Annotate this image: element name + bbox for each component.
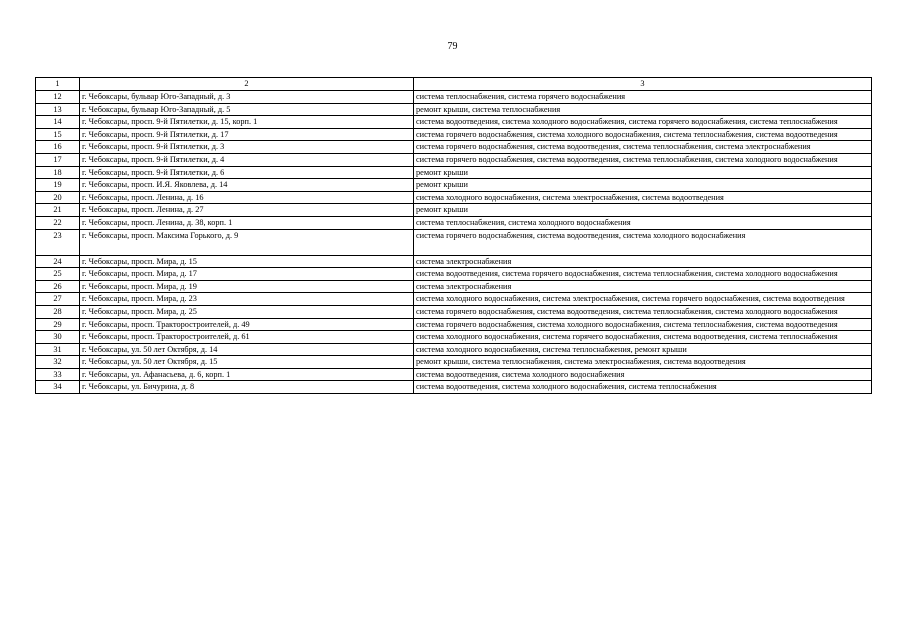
- row-number: 13: [36, 103, 80, 116]
- row-address: г. Чебоксары, просп. 9-й Пятилетки, д. 15, корп. 1: [80, 116, 414, 129]
- row-works: ремонт крыши, система теплоснабжения: [414, 103, 872, 116]
- row-number: 22: [36, 216, 80, 229]
- row-address: г. Чебоксары, просп. Ленина, д. 38, корп. 1: [80, 216, 414, 229]
- table-row: [36, 103, 872, 116]
- row-number: 18: [36, 166, 80, 179]
- table-row: [36, 191, 872, 204]
- table-row: [36, 280, 872, 293]
- row-number: 21: [36, 204, 80, 217]
- table-row: [36, 216, 872, 229]
- row-number: 25: [36, 268, 80, 281]
- row-number: 14: [36, 116, 80, 129]
- table-row: [36, 116, 872, 129]
- row-works: система горячего водоснабжения, система водоотведения, система теплоснабжения, система холодного водоснабжения: [414, 153, 872, 166]
- table-row: [36, 331, 872, 344]
- row-address: г. Чебоксары, просп. Ленина, д. 16: [80, 191, 414, 204]
- table-row: [36, 293, 872, 306]
- table-row: [36, 204, 872, 217]
- row-works: система горячего водоснабжения, система водоотведения, система теплоснабжения, система холодного водоснабжения: [414, 305, 872, 318]
- row-works: система горячего водоснабжения, система холодного водоснабжения, система теплоснабжения, система водоотведения: [414, 128, 872, 141]
- row-address: г. Чебоксары, просп. Ленина, д. 27: [80, 204, 414, 217]
- row-address: г. Чебоксары, ул. 50 лет Октября, д. 15: [80, 356, 414, 369]
- row-works: ремонт крыши: [414, 179, 872, 192]
- page-number: 79: [447, 41, 458, 52]
- row-address: г. Чебоксары, просп. Мира, д. 25: [80, 305, 414, 318]
- row-works: система холодного водоснабжения, система электроснабжения, система водоотведения: [414, 191, 872, 204]
- table-row: [36, 179, 872, 192]
- table-row: [36, 318, 872, 331]
- row-number: 12: [36, 91, 80, 104]
- row-works: система горячего водоснабжения, система водоотведения, система теплоснабжения, система электроснабжения: [414, 141, 872, 154]
- row-works: система электроснабжения: [414, 255, 872, 268]
- row-works: ремонт крыши, система теплоснабжения, система электроснабжения, система водоотведения: [414, 356, 872, 369]
- row-works: система теплоснабжения, система горячего водоснабжения: [414, 91, 872, 104]
- row-number: 16: [36, 141, 80, 154]
- row-address: г. Чебоксары, просп. Мира, д. 17: [80, 268, 414, 281]
- row-works: система горячего водоснабжения, система водоотведения, система холодного водоснабжения: [414, 229, 872, 255]
- header-col-3: 3: [414, 78, 872, 91]
- table-row: [36, 255, 872, 268]
- row-works: система холодного водоснабжения, система теплоснабжения, ремонт крыши: [414, 343, 872, 356]
- row-works: система холодного водоснабжения, система электроснабжения, система горячего водоснабжения, система водоотведения: [414, 293, 872, 306]
- row-number: 26: [36, 280, 80, 293]
- row-address: г. Чебоксары, просп. Мира, д. 23: [80, 293, 414, 306]
- row-address: г. Чебоксары, ул. Афанасьева, д. 6, корп. 1: [80, 368, 414, 381]
- table-row: [36, 229, 872, 255]
- table-row: [36, 91, 872, 104]
- table-row: [36, 128, 872, 141]
- row-number: 34: [36, 381, 80, 394]
- table-row: [36, 381, 872, 394]
- row-works: система горячего водоснабжения, система холодного водоснабжения, система теплоснабжения, система водоотведения: [414, 318, 872, 331]
- row-works: система электроснабжения: [414, 280, 872, 293]
- row-works: система водоотведения, система холодного водоснабжения, система теплоснабжения: [414, 381, 872, 394]
- table-row: [36, 141, 872, 154]
- table-row: [36, 166, 872, 179]
- row-address: г. Чебоксары, ул. 50 лет Октября, д. 14: [80, 343, 414, 356]
- table-row: [36, 153, 872, 166]
- row-address: г. Чебоксары, просп. Максима Горького, д. 9: [80, 229, 414, 255]
- row-number: 27: [36, 293, 80, 306]
- table-body: [36, 78, 872, 394]
- row-number: 23: [36, 229, 80, 255]
- row-works: ремонт крыши: [414, 166, 872, 179]
- row-address: г. Чебоксары, просп. 9-й Пятилетки, д. 6: [80, 166, 414, 179]
- table-row: [36, 305, 872, 318]
- row-number: 15: [36, 128, 80, 141]
- table-row: [36, 343, 872, 356]
- row-number: 19: [36, 179, 80, 192]
- header-col-2: 2: [80, 78, 414, 91]
- table-row: [36, 356, 872, 369]
- row-number: 29: [36, 318, 80, 331]
- row-works: система водоотведения, система холодного водоснабжения, система горячего водоснабжения, система теплоснабжения: [414, 116, 872, 129]
- row-number: 24: [36, 255, 80, 268]
- row-address: г. Чебоксары, просп. Тракторостроителей, д. 49: [80, 318, 414, 331]
- table-row: [36, 368, 872, 381]
- row-address: г. Чебоксары, бульвар Юго-Западный, д. 5: [80, 103, 414, 116]
- houses-table: [35, 77, 872, 394]
- row-address: г. Чебоксары, просп. 9-й Пятилетки, д. 3: [80, 141, 414, 154]
- row-number: 17: [36, 153, 80, 166]
- row-address: г. Чебоксары, просп. 9-й Пятилетки, д. 17: [80, 128, 414, 141]
- row-works: система холодного водоснабжения, система горячего водоснабжения, система водоотведения, система теплоснабжения: [414, 331, 872, 344]
- row-number: 20: [36, 191, 80, 204]
- table-header-row: [36, 78, 872, 91]
- header-col-1: 1: [36, 78, 80, 91]
- row-address: г. Чебоксары, просп. И.Я. Яковлева, д. 14: [80, 179, 414, 192]
- row-number: 28: [36, 305, 80, 318]
- row-address: г. Чебоксары, просп. Мира, д. 19: [80, 280, 414, 293]
- table-row: [36, 268, 872, 281]
- row-works: система теплоснабжения, система холодного водоснабжения: [414, 216, 872, 229]
- row-address: г. Чебоксары, просп. Мира, д. 15: [80, 255, 414, 268]
- row-works: система водоотведения, система горячего водоснабжения, система теплоснабжения, система холодного водоснабжения: [414, 268, 872, 281]
- row-number: 32: [36, 356, 80, 369]
- row-address: г. Чебоксары, бульвар Юго-Западный, д. 3: [80, 91, 414, 104]
- row-number: 30: [36, 331, 80, 344]
- row-works: система водоотведения, система холодного водоснабжения: [414, 368, 872, 381]
- row-address: г. Чебоксары, ул. Бичурина, д. 8: [80, 381, 414, 394]
- row-number: 31: [36, 343, 80, 356]
- row-number: 33: [36, 368, 80, 381]
- row-works: ремонт крыши: [414, 204, 872, 217]
- row-address: г. Чебоксары, просп. Тракторостроителей, д. 61: [80, 331, 414, 344]
- row-address: г. Чебоксары, просп. 9-й Пятилетки, д. 4: [80, 153, 414, 166]
